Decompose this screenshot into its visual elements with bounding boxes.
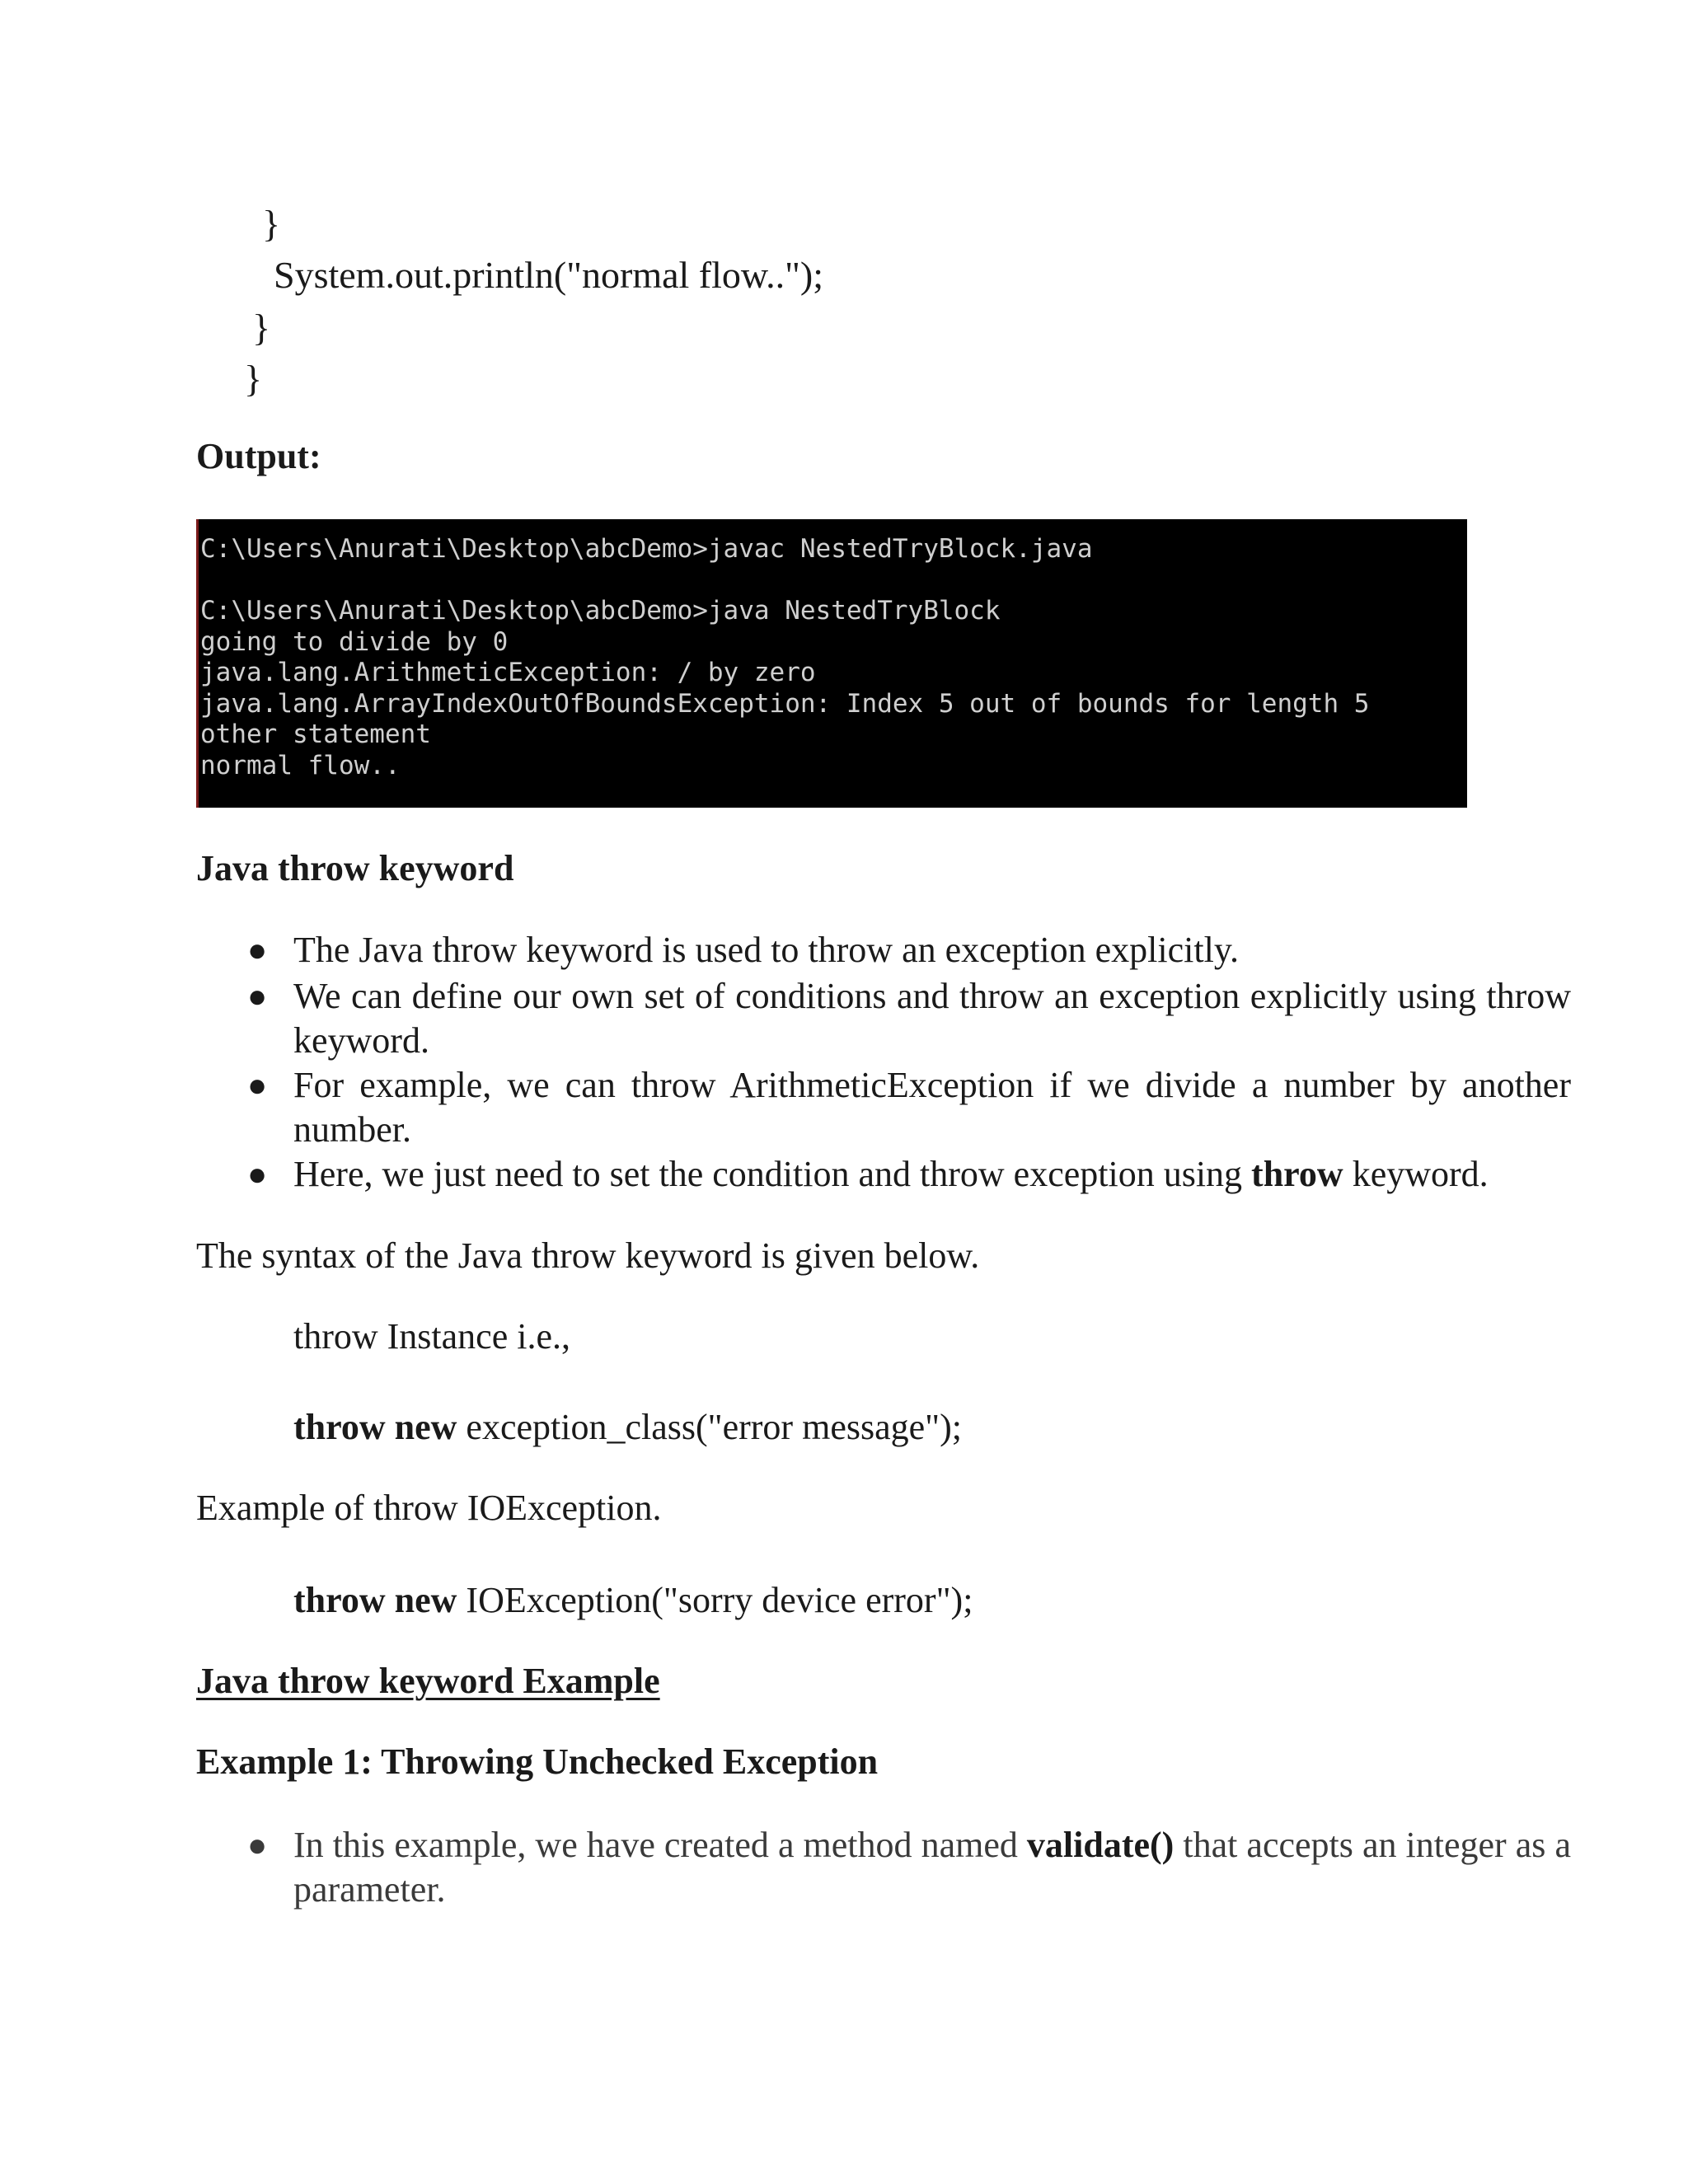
bullet-text [293,1154,1489,1194]
terminal-line: java.lang.ArrayIndexOutOfBoundsException: Index 5 out of bounds for length 5 [200,688,1370,719]
terminal-line: C:\Users\Anurati\Desktop\abcDemo>javac NestedTryBlock.java [200,534,1093,564]
bullet-text-part: In this example, we have created a method named [293,1825,1027,1865]
bullet-dot-icon: ● [247,1826,268,1863]
code-closing-brace-3: } [244,358,263,400]
example-intro: Example of throw IOException. [196,1488,662,1528]
terminal-line: java.lang.ArithmeticException: / by zero [200,658,816,687]
bullet-text: For example, we can throw ArithmeticException if we divide a number by another number. [293,1065,1571,1150]
code-println-line: System.out.println("normal flow.."); [274,254,823,296]
syntax-keyword: throw new [293,1407,457,1447]
example-keyword: throw new [293,1580,457,1620]
list-item [247,1063,1571,1152]
bullet-bold-method: validate() [1026,1825,1175,1865]
bullet-text: We can define our own set of conditions and throw an exception explicitly using throw keyword. [293,976,1571,1061]
bullet-dot-icon: ● [247,1066,268,1104]
example-line [293,1577,973,1624]
syntax-rest: exception_class("error message"); [457,1407,962,1447]
syntax-intro: The syntax of the Java throw keyword is given below. [196,1235,980,1276]
bullet-text [293,1825,1571,1910]
terminal-line [200,565,1467,597]
bullet-text-part: Here, we just need to set the condition and throw exception using [293,1154,1252,1194]
bullet-dot-icon: ● [247,1155,268,1193]
list-item [247,928,1571,972]
bullet-text-part: that accepts an integer as a parameter. [293,1825,1571,1910]
bullet-text-part: keyword. [1343,1154,1489,1194]
output-heading: Output: [196,436,321,476]
code-closing-brace-2: } [252,307,271,349]
example-1-heading: Example 1: Throwing Unchecked Exception [196,1741,879,1782]
bullet-dot-icon: ● [247,931,268,968]
syntax-line-1: throw Instance i.e., [293,1316,570,1357]
terminal-line: normal flow.. [200,750,401,780]
list-item [247,1823,1571,1912]
list-item [247,974,1571,1063]
terminal-line: going to divide by 0 [200,626,509,657]
throw-keyword-heading: Java throw keyword [196,848,514,888]
bullet-bold-keyword: throw [1251,1154,1343,1194]
example-rest: IOException("sorry device error"); [457,1580,973,1620]
terminal-line: other statement [200,719,431,749]
bullet-dot-icon: ● [247,977,268,1015]
terminal-output [196,519,1467,808]
bullet-text: The Java throw keyword is used to throw an exception explicitly. [293,930,1239,970]
terminal-line: C:\Users\Anurati\Desktop\abcDemo>java NestedTryBlock [200,596,1001,626]
syntax-line-2 [293,1404,962,1451]
code-closing-brace-1: } [262,203,281,245]
list-item [247,1152,1571,1197]
throw-example-heading: Java throw keyword Example [196,1661,660,1701]
